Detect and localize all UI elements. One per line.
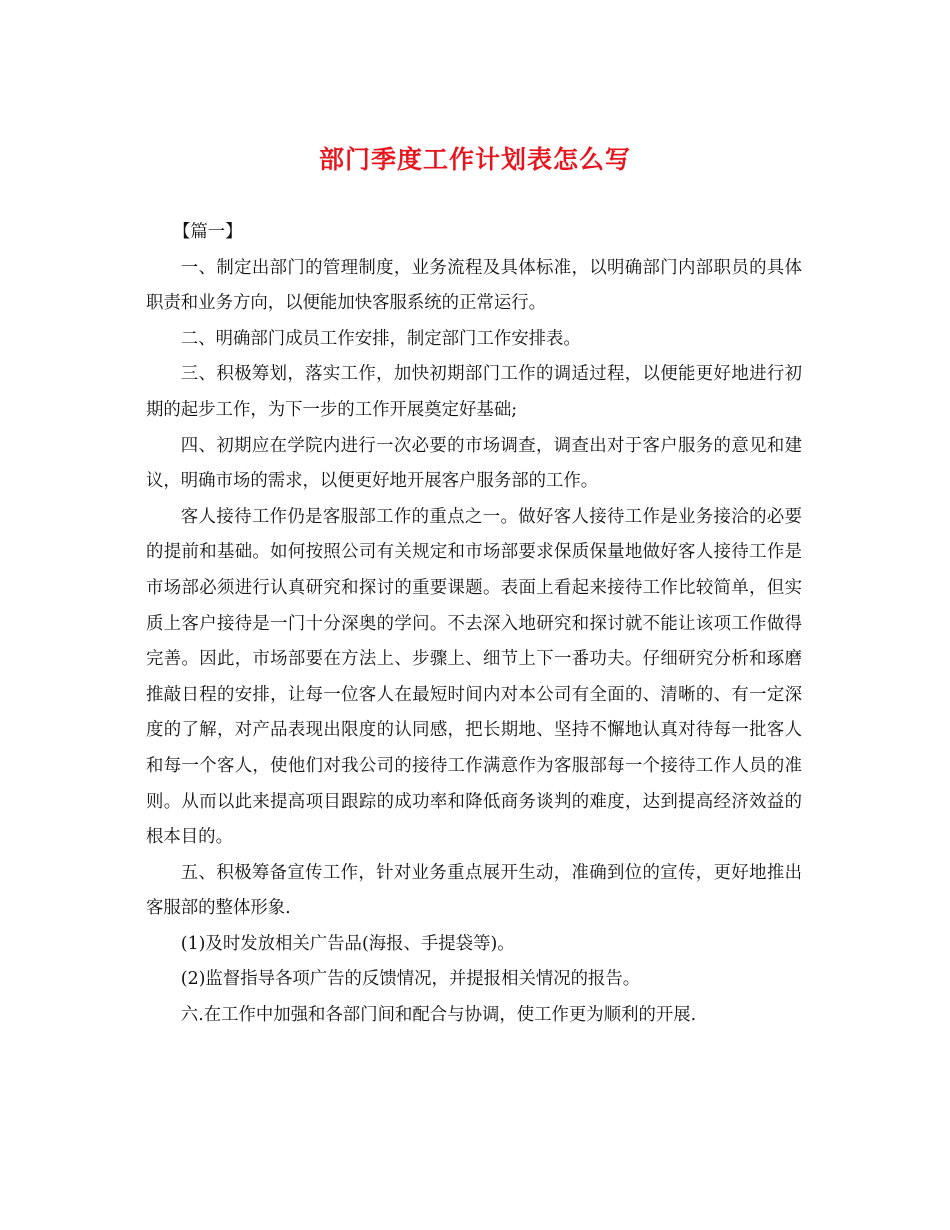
paragraph-1: 一、制定出部门的管理制度，业务流程及具体标准，以明确部门内部职员的具体职责和业务方向，以便能加快客服系统的正常运行。 (146, 257, 802, 314)
paragraph-7: (1)及时发放相关广告品(海报、手提袋等)。 (180, 933, 515, 954)
paragraph-3: 三、积极筹划，落实工作，加快初期部门工作的调适过程，以便能更好地进行初期的起步工作，为下一步的工作开展奠定好基础; (146, 364, 802, 420)
section-label: 【篇一】 (172, 222, 243, 242)
paragraph-6: 五、积极筹备宣传工作，针对业务重点展开生动，准确到位的宣传，更好地推出客服部的整体形象. (146, 862, 802, 919)
paragraph-4: 四、初期应在学院内进行一次必要的市场调查，调查出对于客户服务的意见和建议，明确市场的需求，以便更好地开展客户服务部的工作。 (146, 435, 802, 492)
document-body (146, 215, 802, 1034)
paragraph-2: 二、明确部门成员工作安排，制定部门工作安排表。 (180, 328, 581, 349)
paragraph-5: 客人接待工作仍是客服部工作的重点之一。做好客人接待工作是业务接洽的必要的提前和基础。如何按照公司有关规定和市场部要求保质保量地做好客人接待工作是市场部必须进行认真研究和探讨的重要课题。表面上看起来接待工作比较简单，但实质上客户接待是一门十分深奥的学问。不去深入地研究和探讨就不能让该项工作做得完善。因此，市场部要在方法上、步骤上、细节上下一番功夫。仔细研究分析和琢磨推敲日程的安排，让每一位客人在最短时间内对本公司有全面的、清晰的、有一定深度的了解，对产品表现出限度的认同感，把长期地、坚持不懈地认真对待每一批客人和每一个客人，使他们对我公司的接待工作满意作为客服部每一个接待工作人员的准则。从而以此来提高项目跟踪的成功率和降低商务谈判的难度，达到提高经济效益的根本目的。 (146, 506, 802, 848)
paragraph-9: 六.在工作中加强和各部门间和配合与协调，使工作更为顺利的开展. (180, 1005, 697, 1026)
paragraph-8: (2)监督指导各项广告的反馈情况，并提报相关情况的报告。 (180, 969, 641, 990)
document-title: 部门季度工作计划表怎么写 (318, 145, 631, 174)
